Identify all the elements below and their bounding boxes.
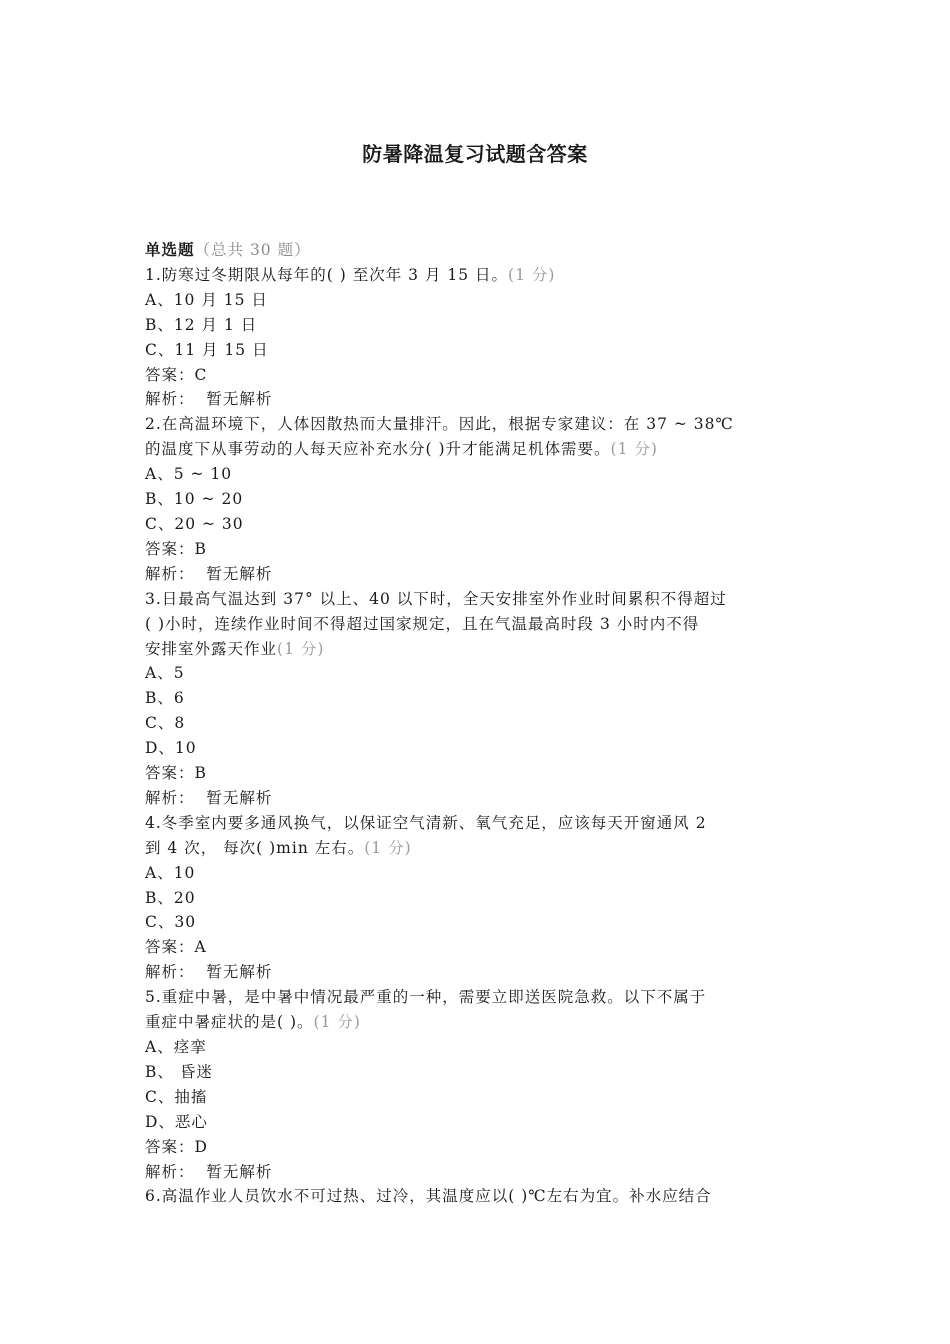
question-number: 2. <box>145 415 162 434</box>
option-b: B、6 <box>145 689 185 708</box>
question-2 <box>145 412 815 586</box>
question-line: 安排室外露天作业 <box>145 639 278 658</box>
question-5 <box>145 985 815 1184</box>
analysis-value: 暂无解析 <box>206 788 273 807</box>
analysis-value: 暂无解析 <box>206 1162 273 1181</box>
analysis-line <box>145 786 815 811</box>
option-a: A、10 月 15 日 <box>145 290 268 309</box>
analysis-line <box>145 1160 815 1185</box>
question-text <box>145 985 815 1010</box>
option-a: A、痉挛 <box>145 1038 207 1056</box>
option-d: D、10 <box>145 739 197 758</box>
section-count: （总共 30 题） <box>194 241 311 259</box>
question-line: 重症中暑症状的是( )。 <box>145 1013 314 1032</box>
question-score: (1 分) <box>610 440 658 459</box>
document-body <box>145 238 815 1209</box>
answer-value: C <box>194 365 208 384</box>
question-text-cont <box>145 612 815 637</box>
analysis-label: 解析： <box>145 963 195 982</box>
option-a: A、5 <box>145 664 185 683</box>
option-c: C、抽搐 <box>145 1087 208 1106</box>
answer-value: B <box>194 539 207 558</box>
option-b: B、10 ~ 20 <box>145 490 244 509</box>
question-line: 重症中暑，是中暑中情况最严重的一种，需要立即送医院急救。以下不属于 <box>161 988 707 1007</box>
question-line: 高温作业人员饮水不可过热、过冷，其温度应以( )℃左右为宜。补水应结合 <box>161 1187 712 1206</box>
section-label: 单选题 <box>145 240 195 259</box>
section-header <box>145 238 815 263</box>
question-line: 在高温环境下，人体因散热而大量排汗。因此，根据专家建议：在 37 ~ 38℃ <box>161 415 734 434</box>
question-text <box>145 1184 815 1209</box>
question-score: (1 分) <box>364 838 412 857</box>
answer-line <box>145 537 815 562</box>
answer-label: 答案： <box>145 365 195 384</box>
question-text-cont <box>145 637 815 662</box>
answer-line <box>145 363 815 388</box>
question-line: 的温度下从事劳动的人每天应补充水分( )升才能满足机体需要。 <box>145 440 611 459</box>
answer-label: 答案： <box>145 1137 195 1156</box>
analysis-value: 暂无解析 <box>206 963 273 982</box>
question-number: 3. <box>145 589 162 608</box>
question-number: 5. <box>145 988 162 1007</box>
question-number: 1. <box>145 265 162 284</box>
answer-label: 答案： <box>145 764 195 783</box>
analysis-value: 暂无解析 <box>206 564 273 583</box>
answer-label: 答案： <box>145 938 195 957</box>
question-score: (1 分) <box>508 265 556 284</box>
question-6 <box>145 1184 815 1209</box>
question-text <box>145 811 815 836</box>
question-number: 4. <box>145 813 162 832</box>
option-b: B、 昏迷 <box>145 1062 213 1081</box>
option-a: A、5 ~ 10 <box>145 465 233 484</box>
question-number: 6. <box>145 1187 162 1206</box>
option-a: A、10 <box>145 863 196 882</box>
answer-value: D <box>194 1137 208 1156</box>
question-line: 到 4 次， 每次( )min 左右。 <box>145 838 365 857</box>
question-text <box>145 412 815 437</box>
question-score: (1 分) <box>277 639 325 658</box>
question-1 <box>145 263 815 412</box>
option-b: B、20 <box>145 888 196 907</box>
analysis-label: 解析： <box>145 1162 195 1181</box>
answer-value: B <box>194 764 207 783</box>
question-line: 冬季室内要多通风换气，以保证空气清新、氧气充足，应该每天开窗通风 2 <box>161 813 707 832</box>
analysis-line <box>145 387 815 412</box>
option-c: C、11 月 15 日 <box>145 340 269 359</box>
analysis-value: 暂无解析 <box>206 390 273 409</box>
option-b: B、12 月 1 日 <box>145 315 258 334</box>
answer-label: 答案： <box>145 539 195 558</box>
analysis-line <box>145 562 815 587</box>
question-line: ( )小时，连续作业时间不得超过国家规定，且在气温最高时段 3 小时内不得 <box>145 614 700 633</box>
question-text <box>145 263 815 288</box>
analysis-line <box>145 960 815 985</box>
analysis-label: 解析： <box>145 564 195 583</box>
answer-line <box>145 935 815 960</box>
option-d: D、恶心 <box>145 1112 208 1131</box>
question-text <box>145 587 815 612</box>
option-c: C、30 <box>145 913 197 932</box>
question-line: 日最高气温达到 37° 以上、40 以下时，全天安排室外作业时间累积不得超过 <box>161 589 727 608</box>
question-text-cont <box>145 437 815 462</box>
analysis-label: 解析： <box>145 788 195 807</box>
question-line: 防寒过冬期限从每年的( ) 至次年 3 月 15 日。 <box>161 265 509 284</box>
page-title: 防暑降温复习试题含答案 <box>362 142 588 166</box>
question-4 <box>145 811 815 985</box>
option-c: C、20 ~ 30 <box>145 514 244 533</box>
question-text-cont <box>145 836 815 861</box>
question-score: (1 分) <box>313 1013 361 1032</box>
option-c: C、8 <box>145 714 186 733</box>
answer-value: A <box>194 938 207 957</box>
analysis-label: 解析： <box>145 390 195 409</box>
question-text-cont <box>145 1010 815 1035</box>
answer-line <box>145 1135 815 1160</box>
question-3 <box>145 587 815 811</box>
answer-line <box>145 761 815 786</box>
